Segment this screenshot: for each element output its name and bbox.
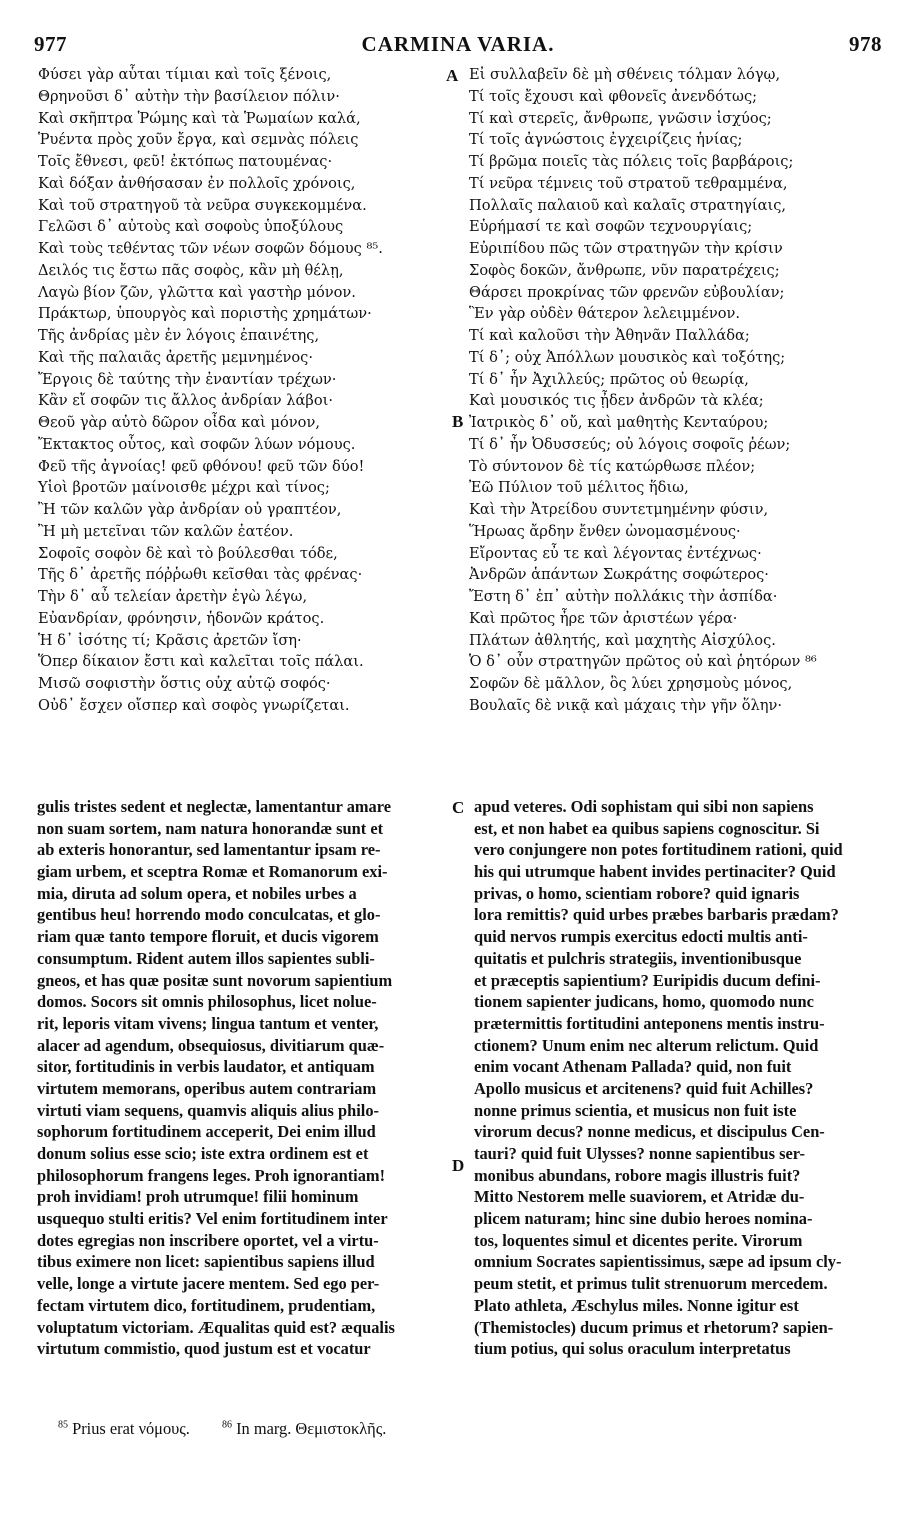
footnote-85-text: Prius erat νόμους.	[72, 1419, 190, 1438]
greek-verse-column-right	[469, 64, 899, 717]
verse-line: Καὶ τοὺς τεθέντας τῶν νέων σοφῶν δόμους ⁸⁵.	[38, 240, 383, 257]
prose-line: gentibus heu! horrendo modo conculcatas, et glo-	[37, 905, 381, 925]
verse-line: Εὑρήμασί τε καὶ σοφῶν τεχνουργίαις;	[469, 218, 753, 236]
verse-line: Τί βρῶμα ποιεῖς τὰς πόλεις τοῖς βαρβάροις;	[469, 153, 794, 170]
verse-line: Ὁ δ᾽ οὖν στρατηγῶν πρῶτος οὐ καὶ ῥητόρων ⁸⁶	[469, 653, 817, 671]
verse-line: Καὶ τὴν Ἀτρείδου συντετμημένην φύσιν,	[469, 501, 769, 518]
verse-line: Ῥυέντα πρὸς χοῦν ἔργα, καὶ σεμνὰς πόλεις	[38, 131, 359, 149]
prose-line: consumptum. Rident autem illos sapientes subli-	[37, 948, 375, 968]
verse-line: Καὶ τῆς παλαιᾶς ἀρετῆς μεμνημένος·	[38, 348, 313, 366]
verse-line: Δειλός τις ἔστω πᾶς σοφὸς, κἂν μὴ θέλῃ,	[38, 261, 344, 279]
prose-line: domos. Socors sit omnis philosophus, licet nolue-	[37, 992, 377, 1012]
verse-line: Τῆς δ᾽ ἀρετῆς πόῤῥωθι κεῖσθαι τὰς φρένας·	[38, 566, 363, 584]
footnote-86-text: In marg. Θεμιστοκλῆς.	[236, 1419, 387, 1438]
prose-line: mia, diruta ad solum opera, et nobiles urbes a	[37, 883, 357, 903]
verse-line: Τί τοῖς ἀγνώστοις ἐγχειρίζεις ἡνίας;	[469, 131, 743, 149]
latin-translation-column-left	[37, 796, 447, 1360]
verse-line: Ἢ τῶν καλῶν γὰρ ἀνδρίαν οὐ γραπτέον,	[38, 501, 342, 518]
prose-line: tos, loquentes simul et dicentes perite. Virorum	[474, 1230, 803, 1250]
verse-line: Τί νεῦρα τέμνεις τοῦ στρατοῦ τεθραμμένα,	[469, 174, 788, 192]
prose-line: philosophorum frangens leges. Proh ignorantiam!	[37, 1165, 386, 1185]
prose-line: et præceptis sapientium? Euripidis ducum defini-	[474, 970, 821, 990]
prose-line: ctionem? Unum enim nec alterum relictum. Quid	[474, 1035, 819, 1055]
prose-line: non suam sortem, nam natura honorandæ sunt et	[37, 818, 384, 838]
prose-line: quitatis et pulchris strategiis, inventionibusque	[474, 948, 802, 968]
prose-line: plicem naturam; hinc sine dubio heroes nomina-	[474, 1209, 813, 1229]
verse-line: Σοφοῖς σοφὸν δὲ καὶ τὸ βούλεσθαι τόδε,	[38, 544, 338, 562]
verse-line: Καὶ πρῶτος ἦρε τῶν ἀριστέων γέρα·	[469, 609, 738, 627]
prose-line: tauri? quid fuit Ulysses? nonne sapientibus ser-	[474, 1144, 805, 1163]
verse-line: Καὶ σκῆπτρα Ῥώμης καὶ τὰ Ῥωμαίων καλά,	[38, 109, 361, 127]
verse-line: Γελῶσι δ᾽ αὐτοὺς καὶ σοφοὺς ὑποξύλους	[38, 218, 344, 236]
prose-line: est, et non habet ea quibus sapiens cognoscitur. Si	[474, 818, 820, 838]
prose-line: prætermittis fortitudini anteponens mentis instru-	[474, 1013, 825, 1033]
prose-line: (Themistocles) ducum primus et rhetorum? sapien-	[474, 1317, 834, 1337]
footnotes	[58, 1419, 414, 1439]
verse-line: Ἔργοις δὲ ταύτης τὴν ἐναντίαν τρέχων·	[38, 370, 337, 388]
verse-line: Τί δ᾽ ἦν Ὀδυσσεύς; οὐ λόγοις σοφοῖς ῥέων;	[469, 435, 791, 453]
verse-line: Πλάτων ἀθλητής, καὶ μαχητὴς Αἰσχύλος.	[469, 631, 776, 649]
prose-line: sitor, fortitudinis in verbis laudator, et antiquam	[37, 1057, 375, 1077]
footnote-86	[222, 1419, 400, 1438]
prose-line: donum solius esse scio; iste extra ordinem est et	[37, 1144, 369, 1163]
verse-line: Ἰατρικὸς δ᾽ οὔ, καὶ μαθητὴς Κενταύρου;	[469, 414, 769, 431]
prose-line: proh invidiam! proh utrumque! filii hominum	[37, 1187, 359, 1207]
footnote-85	[58, 1419, 204, 1438]
verse-line: Σοφὸς δοκῶν, ἄνθρωπε, νῦν παρατρέχεις;	[469, 261, 780, 279]
prose-line: dotes egregias non inscribere oportet, vel a virtu-	[37, 1230, 379, 1250]
verse-line: Καὶ δόξαν ἀνθήσασαν ἐν πολλοῖς χρόνοις,	[38, 174, 356, 192]
verse-line: Θάρσει προκρίνας τῶν φρενῶν εὐβουλίαν;	[469, 283, 785, 301]
prose-line: privas, o homo, scientiam robore? quid ignaris	[474, 883, 800, 903]
verse-line: Θεοῦ γὰρ αὐτὸ δῶρον οἶδα καὶ μόνον,	[38, 414, 320, 431]
section-marker-a: A	[446, 66, 459, 85]
prose-line: his qui utrumque habent invides pertinaciter? Quid	[474, 862, 836, 882]
verse-line: Ὅπερ δίκαιον ἔστι καὶ καλεῖται τοῖς πάλαι.	[38, 653, 364, 671]
verse-line: Ἥρωας ἄρδην ἔνθεν ὠνομασμένους·	[469, 522, 741, 540]
greek-verse-column-left	[38, 64, 458, 717]
verse-line: Μισῶ σοφιστὴν ὅστις οὐχ αὑτῷ σοφός·	[38, 675, 331, 692]
prose-line: enim vocant Athenam Pallada? quid, non fuit	[474, 1057, 792, 1077]
prose-line: gulis tristes sedent et neglectæ, lamentantur amare	[37, 797, 392, 816]
verse-line: Τί τοῖς ἔχουσι καὶ φθονεῖς ἀνενδότως;	[469, 87, 758, 105]
verse-line: Ἡ δ᾽ ἰσότης τί; Κρᾶσις ἀρετῶν ἴση·	[38, 631, 302, 649]
prose-line: Mitto Nestorem melle suaviorem, et Atridæ du-	[474, 1187, 805, 1207]
prose-line: lora remittis? quid urbes præbes barbaris prædam?	[474, 905, 839, 925]
verse-line: Εὐανδρίαν, φρόνησιν, ἡδονῶν κράτος.	[38, 609, 325, 627]
prose-line: tium potius, qui solus oraculum interpretatus	[474, 1339, 791, 1359]
verse-line: Εἴροντας εὖ τε καὶ λέγοντας ἐντέχνως·	[469, 544, 762, 562]
verse-line: Φεῦ τῆς ἀγνοίας! φεῦ φθόνου! φεῦ τῶν δύο!	[38, 457, 365, 475]
verse-line: Θρηνοῦσι δ᾽ αὐτὴν τὴν βασίλειον πόλιν·	[38, 87, 340, 105]
prose-line: giam urbem, et sceptra Romæ et Romanorum exi-	[37, 862, 388, 882]
prose-line: voluptatum victoriam. Æqualitas quid est? æqualis	[37, 1317, 395, 1337]
verse-line: Ἔκτακτος οὗτος, καὶ σοφῶν λύων νόμους.	[38, 435, 356, 453]
prose-line: nonne primus scientia, et musicus non fuit iste	[474, 1100, 797, 1120]
prose-line: virtutum commistio, quod justum est et vocatur	[37, 1339, 371, 1359]
verse-line: Υἱοὶ βροτῶν μαίνοισθε μέχρι καὶ τίνος;	[38, 479, 330, 497]
verse-line: Πολλαῖς παλαιοῦ καὶ καλαῖς στρατηγίαις,	[469, 196, 787, 214]
verse-line: Τί καὶ στερεῖς, ἄνθρωπε, γνῶσιν ἰσχύος;	[469, 109, 772, 127]
prose-line: peum stetit, et primus tulit strenuorum mercedem.	[474, 1274, 828, 1294]
verse-line: Κἂν εἴ σοφῶν τις ἄλλος ἀνδρίαν λάβοι·	[38, 392, 333, 410]
verse-line: Τὴν δ᾽ αὖ τελείαν ἀρετὴν ἐγὼ λέγω,	[38, 588, 308, 605]
prose-line: velle, longe a virtute jacere mentem. Sed ego per-	[37, 1274, 380, 1294]
verse-line: Καὶ μουσικός τις ᾖδεν ἀνδρῶν τὰ κλέα;	[469, 392, 764, 410]
prose-line: Apollo musicus et arcitenens? quid fuit Achilles?	[474, 1078, 814, 1098]
verse-line: Τί δ᾽ ἦν Ἀχιλλεύς; πρῶτος οὐ θεωρίᾳ,	[469, 370, 749, 388]
prose-line: gneos, et has quæ positæ sunt novorum sapientium	[37, 970, 393, 990]
verse-line: Βουλαῖς δὲ νικᾷ καὶ μάχαις τὴν γῆν ὅλην·	[469, 696, 782, 714]
prose-line: fectam virtutem dico, fortitudinem, prudentiam,	[37, 1295, 376, 1315]
prose-line: monibus abundans, robore magis illustris fuit?	[474, 1165, 801, 1185]
verse-line: Τοῖς ἔθνεσι, φεῦ! ἐκτόπως πατουμένας·	[38, 153, 333, 170]
footnote-85-mark: 85	[58, 1419, 68, 1431]
prose-line: sophorum fortitudinem acceperit, Dei enim illud	[37, 1122, 376, 1142]
prose-line: apud veteres. Odi sophistam qui sibi non sapiens	[474, 797, 814, 816]
section-marker-b: B	[452, 412, 464, 431]
verse-line: Πράκτωρ, ὑπουργὸς καὶ ποριστὴς χρημάτων·	[38, 305, 372, 323]
verse-line: Τῆς ἀνδρίας μὲν ἐν λόγοις ἐπαινέτης,	[38, 327, 320, 344]
section-marker-c: C	[452, 798, 465, 817]
prose-line: virtutem memorans, operibus autem contrariam	[37, 1078, 377, 1098]
prose-line: Plato athleta, Æschylus miles. Nonne igitur est	[474, 1295, 799, 1315]
prose-line: tionem sapienter judicans, homo, quomodo nunc	[474, 992, 814, 1012]
prose-line: ab exteris honorantur, sed lamentantur ipsam re-	[37, 840, 381, 860]
verse-line: Εἰ συλλαβεῖν δὲ μὴ σθένεις τόλμαν λόγῳ,	[469, 66, 781, 83]
verse-line: Τί δ᾽; οὐχ Ἀπόλλων μουσικὸς καὶ τοξότης;	[469, 348, 786, 366]
verse-line: Ἓν γὰρ οὐδὲν θάτερον λελειμμένον.	[469, 305, 740, 323]
footnote-86-mark: 86	[221, 1419, 232, 1431]
latin-translation-column-right	[474, 796, 884, 1360]
verse-line: Οὐδ᾽ ἔσχεν οἴσπερ καὶ σοφὸς γνωρίζεται.	[38, 696, 350, 714]
prose-line: omnium Socrates sapientissimus, sæpe ad ipsum cly-	[474, 1252, 842, 1272]
page-number-right: 978	[849, 32, 882, 56]
section-marker-d: D	[452, 1156, 465, 1175]
verse-line: Σοφῶν δὲ μᾶλλον, ὃς λύει χρησμοὺς μόνος,	[469, 675, 793, 692]
verse-line: Καὶ τοῦ στρατηγοῦ τὰ νεῦρα συγκεκομμένα.	[38, 196, 367, 214]
prose-line: vero conjungere non potes fortitudinem rationi, quid	[474, 840, 843, 860]
verse-line: Φύσει γὰρ αὗται τίμιαι καὶ τοῖς ξένοις,	[38, 66, 332, 83]
verse-line: Τὸ σύντονον δὲ τίς κατώρθωσε πλέον;	[469, 457, 756, 475]
prose-line: alacer ad agendum, obsequiosus, divitiarum quæ-	[37, 1035, 385, 1055]
verse-line: Ἐῶ Πύλιον τοῦ μέλιτος ἥδιω,	[469, 479, 689, 497]
verse-line: Ἔστη δ᾽ ἐπ᾽ αὐτὴν πολλάκις τὴν ἀσπίδα·	[469, 588, 778, 605]
page-number-left: 977	[34, 32, 67, 56]
prose-line: virtuti viam sequens, quamvis aliquis alius philo-	[37, 1100, 380, 1120]
verse-line: Ἢ μὴ μετεῖναι τῶν καλῶν ἐατέον.	[38, 522, 294, 540]
prose-line: quid nervos rumpis exercitus edocti multis anti-	[474, 927, 808, 947]
prose-line: usquequo stulti eritis? Vel enim fortitudinem inter	[37, 1209, 388, 1229]
verse-line: Ἀνδρῶν ἁπάντων Σωκράτης σοφώτερος·	[469, 566, 769, 584]
running-title: CARMINA VARIA.	[361, 32, 555, 56]
prose-line: rit, leporis vitam vivens; lingua tantum et venter,	[37, 1013, 379, 1033]
verse-line: Λαγὼ βίον ζῶν, γλῶττα καὶ γαστὴρ μόνον.	[38, 283, 356, 301]
prose-line: tibus eximere non licet: sapientibus sapiens illud	[37, 1252, 375, 1272]
prose-line: riam quæ tanto tempore floruit, et ducis vigorem	[37, 927, 379, 947]
prose-line: virorum decus? nonne medicus, et discipulus Cen-	[474, 1122, 825, 1142]
verse-line: Εὐριπίδου πῶς τῶν στρατηγῶν τὴν κρίσιν	[469, 240, 783, 257]
verse-line: Τί καὶ καλοῦσι τὴν Ἀθηνᾶν Παλλάδα;	[469, 327, 750, 344]
